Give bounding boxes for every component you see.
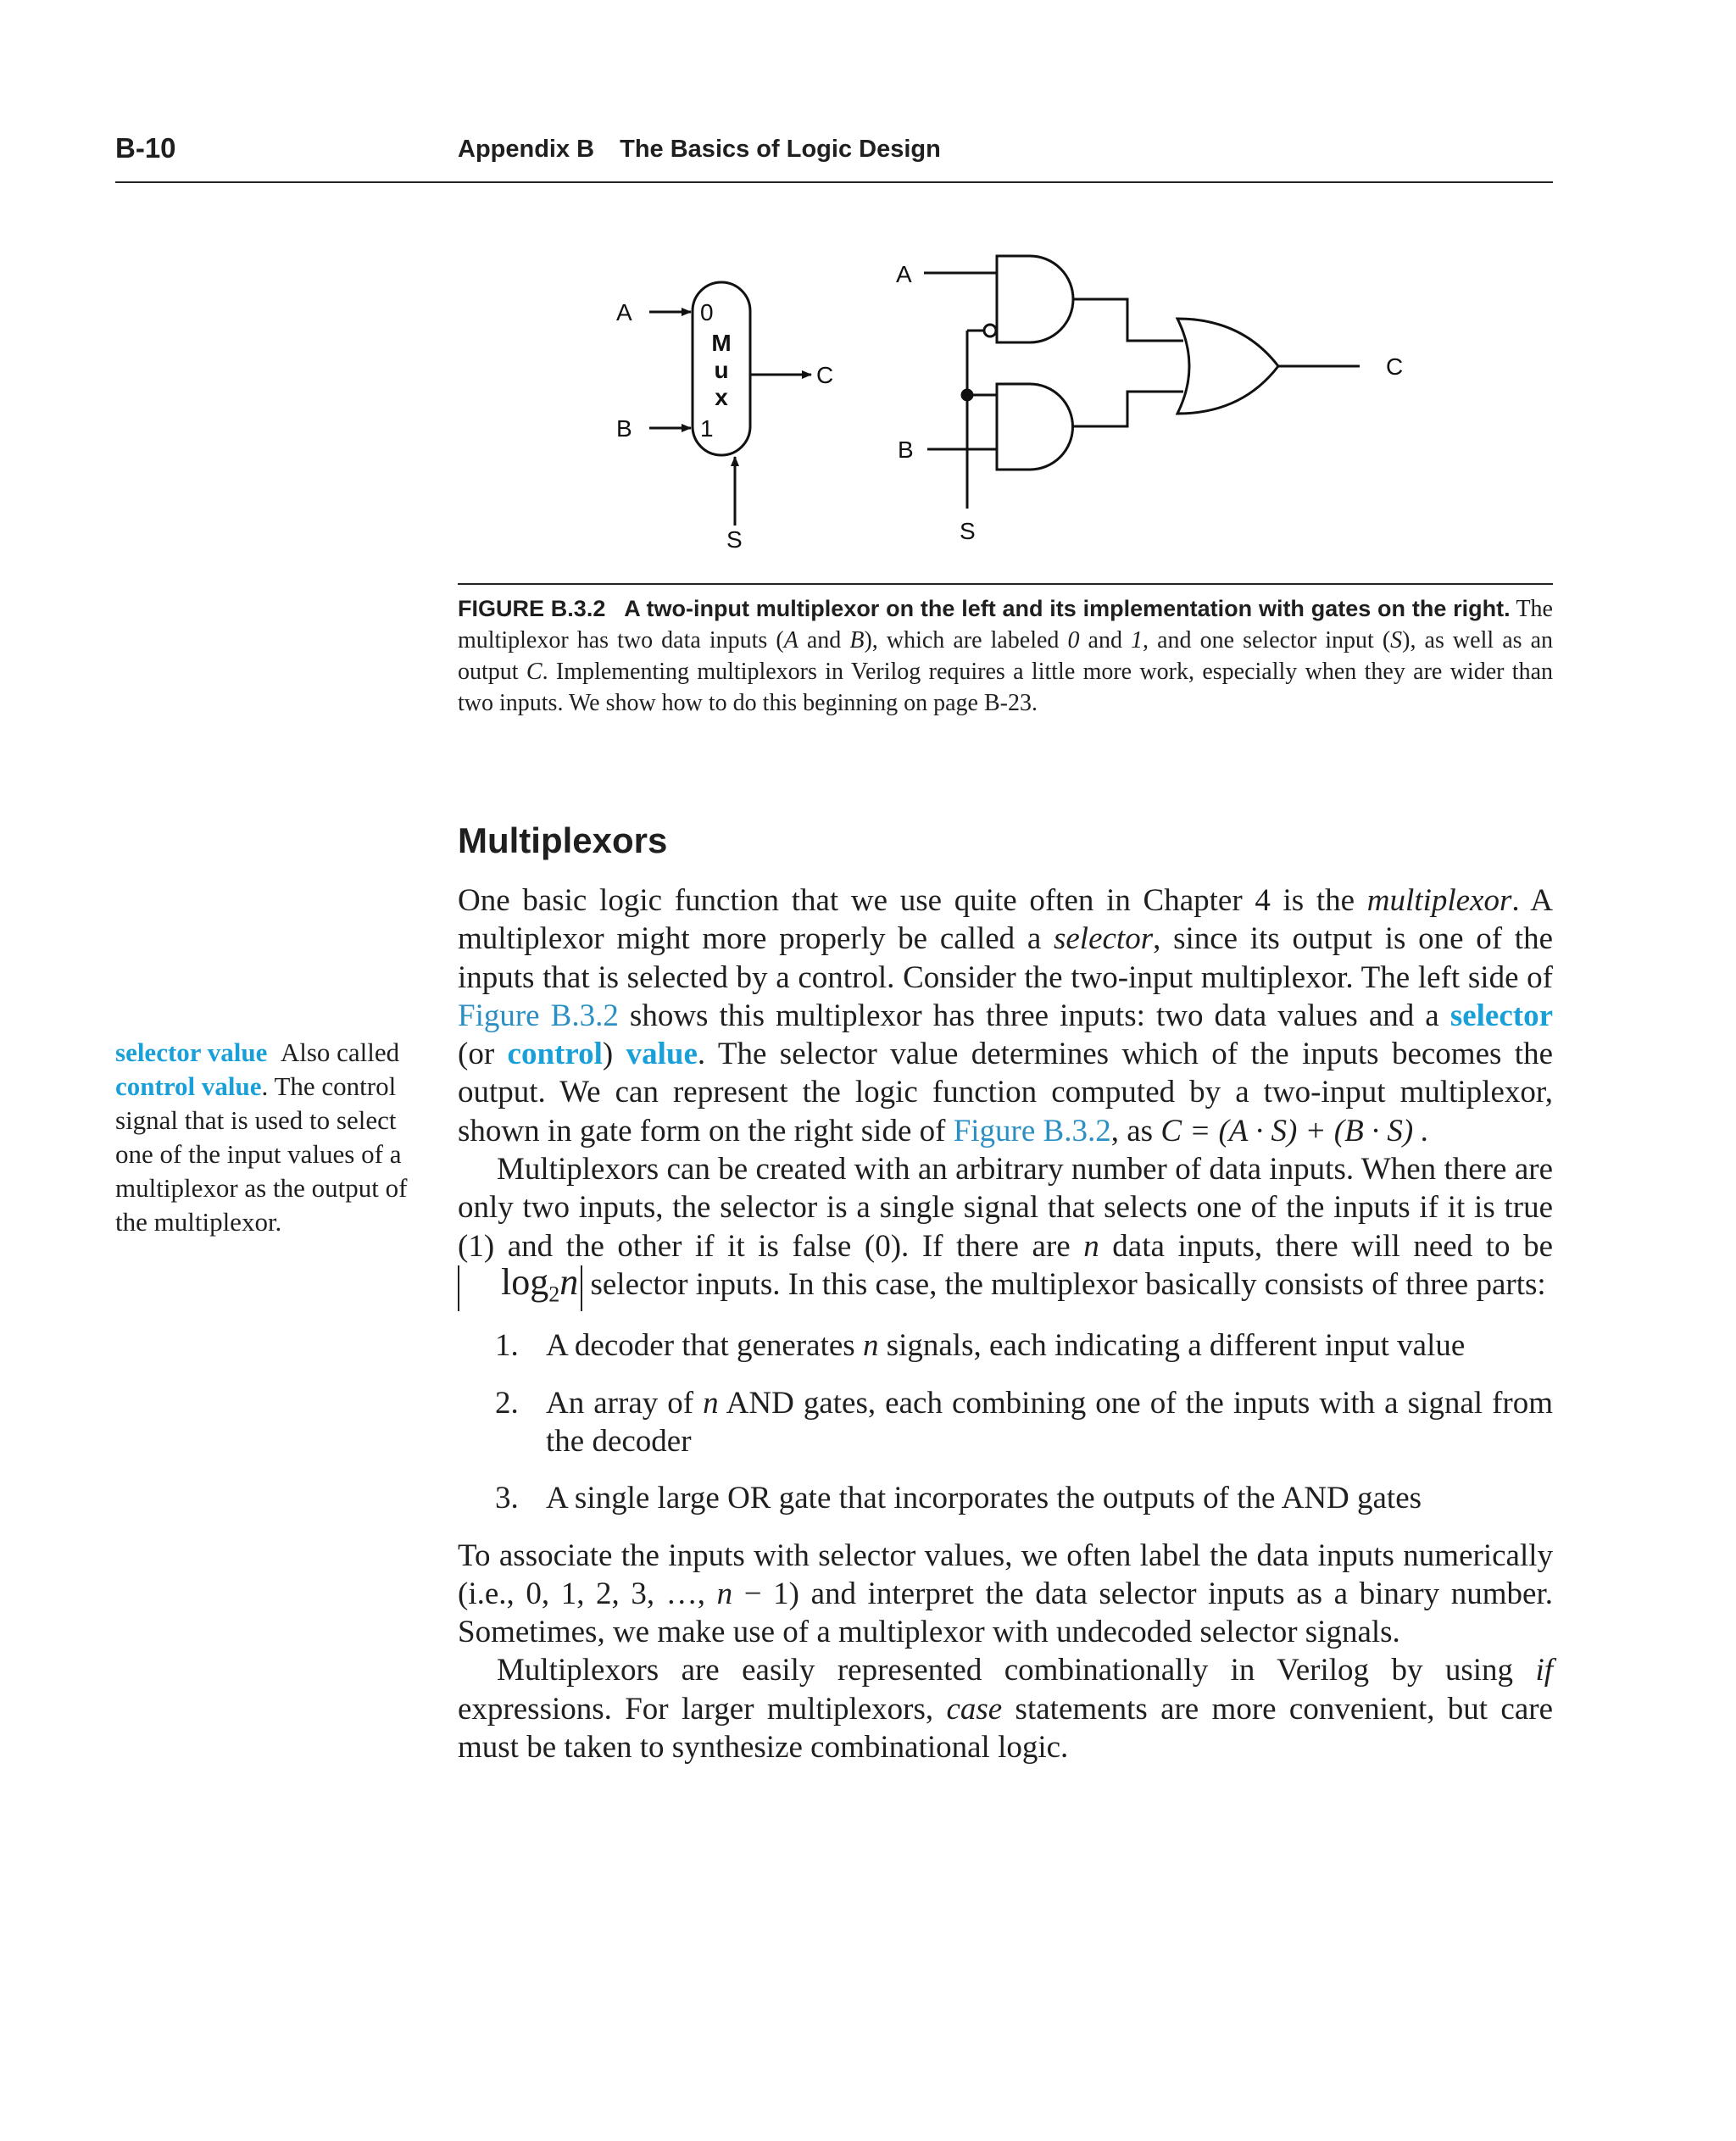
list-item: 1. A decoder that generates n signals, each indicating a different input value [495,1328,1466,1364]
glossary-term: selector value [115,1037,268,1067]
figure-link[interactable]: Figure B.3.2 [953,1113,1111,1148]
mux-letter-u: u [714,357,729,383]
appendix-title: The Basics of Logic Design [620,136,941,163]
mux-labels [616,299,833,553]
and-gate-bottom [997,384,1073,470]
gate-label-c: C [1386,353,1404,380]
paragraph-3: To associate the inputs with selector values, we often label the data inputs numerically (i.e., 0, 1, 2, 3, …, n − 1) and interpret the data selector inputs as a binary number. Sometimes, we make use of a multiplexor with undecoded selector signals. [458,1538,1553,1650]
figure-svg [449,246,1553,568]
body-text [458,881,1553,1766]
and-gate-top [997,256,1073,342]
section-heading: Multiplexors [458,820,668,860]
gate-label-b: B [898,437,914,463]
mux-letter-x: x [715,384,728,410]
ceiling-log-expression: $\log_2n$ [458,1265,582,1311]
mux-label-s: S [726,526,743,553]
caption-title: A two-input multiplexor on the left and its implementation with gates on the right. [624,596,1511,621]
inverter-bubble [984,325,996,336]
mux-label-1: 1 [700,415,714,442]
paragraph-1: One basic logic function that we use quite often in Chapter 4 is the multiplexor. A multiplexor might more properly be called a selector, since its output is one of the inputs that is selected by a control. Consider the two-input multiplexor. The left side of Figure B.3.2 shows this multiplexor has three inputs: two data values and a selector (or control) value. The selector value determines which of the inputs becomes the output. We can represent the logic function computed by a two-input multiplexor, shown in gate form on the right side of Figure B.3.2, as C = (A · S) + (B · S) . [458,883,1554,1148]
mux-label-c: C [816,362,834,388]
or-gate [1177,319,1278,414]
paragraph-4: Multiplexors are easily represented combinationally in Verilog by using if expressions. For larger multiplexors, case statements are more convenient, but care must be taken to synthesize combinational logic. [458,1653,1553,1766]
keyword-selector: selector [1449,998,1554,1033]
gate-label-s: S [960,518,976,544]
figure-b-3-2 [449,246,1553,568]
equation: C = (A · S) + (B · S) . [1160,1113,1429,1148]
caption-label: FIGURE B.3.2 [458,596,606,621]
gate-labels [896,261,1403,544]
wire-and-top-to-or [1073,299,1183,341]
margin-glossary-note: selector value Also called control value. The control signal that is used to select one of the input values of a multiplexor as the output of the multiplexor. [115,1037,408,1237]
keyword-control: control [507,1037,603,1072]
appendix-label: Appendix B [458,136,595,163]
wire-and-bottom-to-or [1072,392,1183,426]
figure-link[interactable]: Figure B.3.2 [458,998,619,1033]
list-item: 3. A single large OR gate that incorporates the outputs of the AND gates [495,1481,1422,1516]
mux-symbol [649,282,811,526]
running-head [115,132,1553,183]
chapter-heading [458,136,941,164]
glossary-term-alt: control value [115,1071,262,1101]
junction-dot [962,390,972,400]
page-number: B-10 [115,132,176,164]
figure-caption: FIGURE B.3.2 A two-input multiplexor on the left and its implementation with gates on the right. The multiplexor has two data inputs (A and B), which are labeled 0 and 1, and one selector input (S), as well as an output C. Implementing multiplexors in Verilog requires a little more work, especially when they are wider than two inputs. We show how to do this beginning on page B-23. [458,583,1553,719]
keyword-value: value [626,1037,698,1072]
list-item: 2. An array of n AND gates, each combining one of the inputs with a signal from the decoder [495,1385,1553,1459]
gate-label-a: A [896,261,912,287]
mux-label-b: B [616,415,632,442]
parts-list [458,1326,1553,1517]
gate-circuit [924,256,1360,509]
mux-label-a: A [616,299,632,325]
paragraph-2: Multiplexors can be created with an arbitrary number of data inputs. When there are only two inputs, the selector is a single signal that selects one of the inputs if it is true (1) and the other if it is false (0). If there are n data inputs, there will need to be $\log_2n$ selector inputs. In this case, the multiplexor basically consists of three parts: [458,1150,1553,1311]
mux-letter-m: M [711,330,732,356]
mux-label-0: 0 [700,299,714,325]
